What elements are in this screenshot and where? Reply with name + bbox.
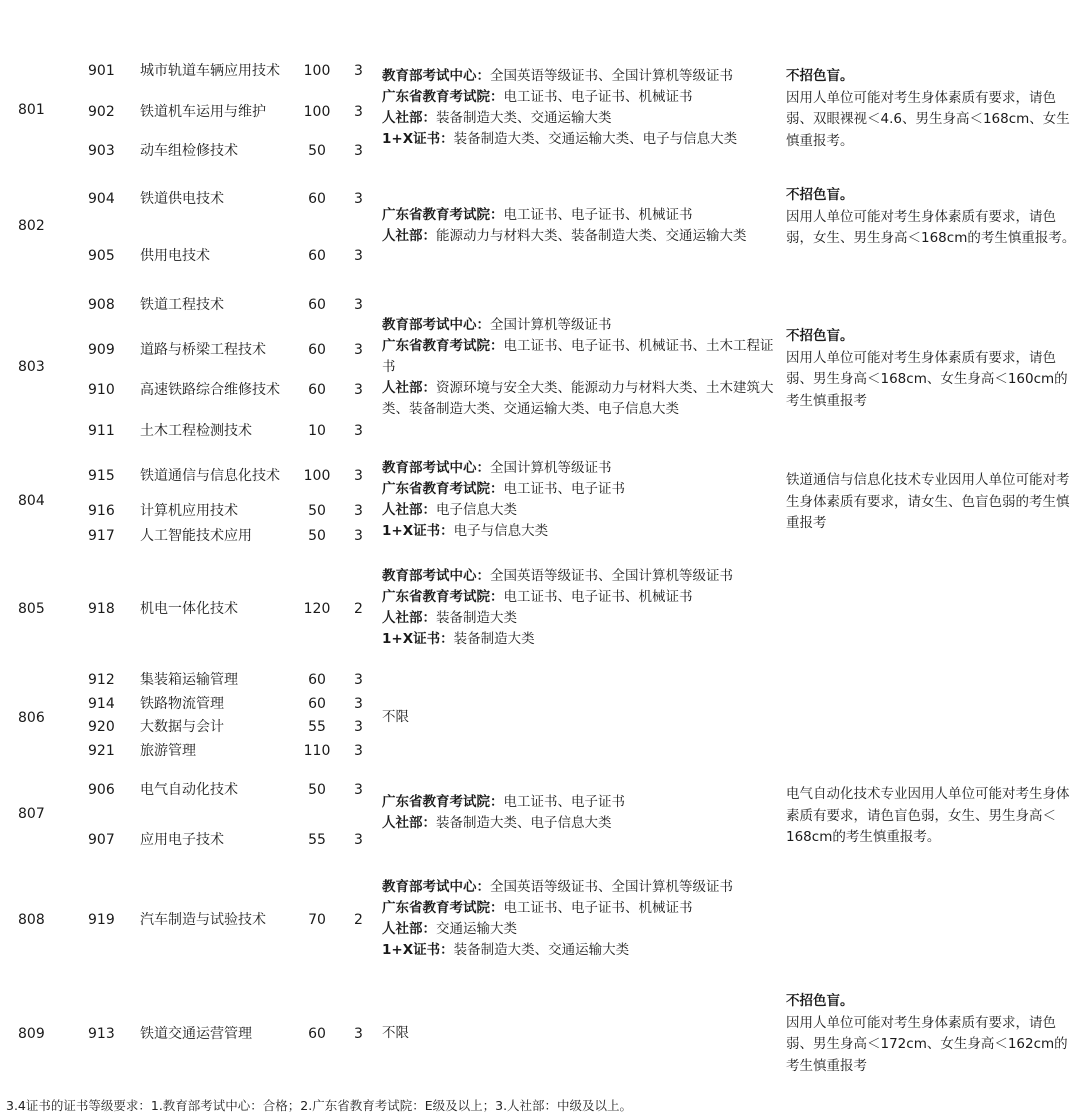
cert-org: 人社部： (382, 502, 436, 518)
cert-text: 装备制造大类、交通运输大类、电子与信息大类 (453, 131, 738, 147)
study-years: 3 (354, 503, 363, 519)
cert-org: 教育部考试中心： (382, 460, 490, 476)
major-name: 汽车制造与试验技术 (140, 912, 266, 928)
remarks (786, 326, 1076, 412)
major-name: 计算机应用技术 (140, 503, 238, 519)
major-name: 铁道机车运用与维护 (140, 104, 266, 120)
major-code: 920 (88, 719, 115, 735)
table-row (0, 671, 380, 689)
cert-text: 电工证书、电子证书、机械证书 (503, 900, 693, 916)
cert-text: 装备制造大类、交通运输大类 (453, 942, 630, 958)
major-code: 907 (88, 832, 115, 848)
major-code: 910 (88, 382, 115, 398)
enroll-count: 110 (303, 743, 331, 759)
major-code: 913 (88, 1026, 115, 1042)
cert-text: 全国英语等级证书、全国计算机等级证书 (490, 879, 733, 895)
major-code: 915 (88, 468, 115, 484)
cert-text: 全国英语等级证书、全国计算机等级证书 (490, 568, 733, 584)
enroll-count: 50 (308, 143, 326, 159)
group-code: 808 (18, 912, 45, 928)
study-years: 3 (354, 672, 363, 688)
group-code: 801 (18, 102, 45, 118)
cert-plain: 不限 (382, 1025, 409, 1041)
major-code: 914 (88, 696, 115, 712)
major-name: 机电一体化技术 (140, 601, 238, 617)
cert-org: 人社部： (382, 228, 436, 244)
cert-org: 人社部： (382, 610, 436, 626)
study-years: 3 (354, 1026, 363, 1042)
cert-org: 广东省教育考试院： (382, 338, 504, 354)
cert-org: 广东省教育考试院： (382, 481, 504, 497)
enroll-count: 50 (308, 782, 326, 798)
table-row (0, 911, 380, 929)
major-code: 906 (88, 782, 115, 798)
cert-org: 人社部： (382, 380, 436, 396)
study-years: 3 (354, 782, 363, 798)
cert-text: 能源动力与材料大类、装备制造大类、交通运输大类 (436, 228, 747, 244)
major-name: 道路与桥梁工程技术 (140, 342, 266, 358)
cert-text: 资源环境与安全大类、能源动力与材料大类、土木建筑大类、装备制造大类、交通运输大类、电子信息大类 (382, 380, 774, 417)
enroll-count: 60 (308, 191, 326, 207)
major-code: 904 (88, 191, 115, 207)
remark-text: 因用人单位可能对考生身体素质有要求，请色弱，女生、男生身高＜168cm的考生慎重报考。 (786, 208, 1076, 246)
major-name: 铁道供电技术 (140, 191, 224, 207)
major-code: 918 (88, 601, 115, 617)
table-row (0, 781, 380, 799)
cert-plain: 不限 (382, 709, 409, 725)
study-years: 3 (354, 63, 363, 79)
cert-text: 装备制造大类、交通运输大类 (436, 110, 612, 126)
group-code: 805 (18, 601, 45, 617)
cert-org: 人社部： (382, 815, 436, 831)
study-years: 3 (354, 696, 363, 712)
cert-org: 人社部： (382, 921, 436, 937)
group-code: 806 (18, 710, 45, 726)
study-years: 2 (354, 601, 363, 617)
group-code: 803 (18, 359, 45, 375)
cert-text: 电工证书、电子证书 (503, 481, 625, 497)
cert-text: 全国计算机等级证书 (490, 317, 612, 333)
major-name: 城市轨道车辆应用技术 (140, 63, 280, 79)
cert-org: 教育部考试中心： (382, 68, 490, 84)
major-name: 铁道工程技术 (140, 297, 224, 313)
cert-org: 人社部： (382, 110, 436, 126)
major-name: 旅游管理 (140, 743, 196, 759)
cert-text: 电工证书、电子证书、机械证书、土木工程证书 (382, 338, 774, 375)
major-name: 动车组检修技术 (140, 143, 238, 159)
cert-text: 电工证书、电子证书、机械证书 (503, 89, 693, 105)
cert-org: 1+X证书： (382, 942, 454, 958)
table-row (0, 718, 380, 736)
enroll-count: 55 (308, 719, 326, 735)
study-years: 3 (354, 468, 363, 484)
table-row (0, 527, 380, 545)
cert-org: 教育部考试中心： (382, 317, 490, 333)
remark-text: 因用人单位可能对考生身体素质有要求，请色弱、男生身高＜172cm、女生身高＜162cm的考生慎重报考 (786, 1014, 1068, 1074)
cert-org: 教育部考试中心： (382, 879, 490, 895)
study-years: 3 (354, 423, 363, 439)
study-years: 3 (354, 297, 363, 313)
major-name: 土木工程检测技术 (140, 423, 252, 439)
major-name: 铁道通信与信息化技术 (140, 468, 280, 484)
enroll-count: 100 (303, 63, 331, 79)
major-code: 912 (88, 672, 115, 688)
major-code: 909 (88, 342, 115, 358)
table-row (0, 695, 380, 713)
major-name: 铁道交通运营管理 (140, 1026, 252, 1042)
study-years: 3 (354, 832, 363, 848)
cert-text: 装备制造大类 (453, 631, 535, 647)
table-row (0, 296, 380, 314)
enroll-count: 60 (308, 342, 326, 358)
cert-requirements (382, 877, 774, 961)
table-row (0, 422, 380, 440)
enroll-count: 10 (308, 423, 326, 439)
major-code: 905 (88, 248, 115, 264)
cert-requirements (382, 205, 774, 247)
group-code: 807 (18, 806, 45, 822)
study-years: 3 (354, 382, 363, 398)
cert-org: 广东省教育考试院： (382, 589, 504, 605)
cert-text: 电子与信息大类 (453, 523, 549, 539)
enroll-count: 70 (308, 912, 326, 928)
major-name: 大数据与会计 (140, 719, 224, 735)
study-years: 3 (354, 248, 363, 264)
remark-bold: 不招色盲。 (786, 68, 854, 84)
group-code: 804 (18, 493, 45, 509)
table-row (0, 467, 380, 485)
table-row (0, 62, 380, 80)
table-row (0, 600, 380, 618)
study-years: 3 (354, 191, 363, 207)
study-years: 3 (354, 342, 363, 358)
cert-org: 1+X证书： (382, 523, 454, 539)
remarks (786, 66, 1076, 152)
remark-bold: 不招色盲。 (786, 187, 854, 203)
table-row (0, 341, 380, 359)
major-name: 电气自动化技术 (140, 782, 238, 798)
cert-text: 装备制造大类、电子信息大类 (436, 815, 612, 831)
study-years: 3 (354, 104, 363, 120)
remark-text: 铁道通信与信息化技术专业因用人单位可能对考生身体素质有要求，请女生、色盲色弱的考生慎重报考 (786, 472, 1070, 531)
major-name: 供用电技术 (140, 248, 210, 264)
enroll-count: 55 (308, 832, 326, 848)
table-row (0, 381, 380, 399)
cert-org: 教育部考试中心： (382, 568, 490, 584)
table-row (0, 502, 380, 520)
enroll-count: 60 (308, 672, 326, 688)
cert-text: 装备制造大类 (436, 610, 517, 626)
enroll-count: 100 (303, 468, 331, 484)
table-row (0, 142, 380, 160)
cert-org: 广东省教育考试院： (382, 89, 504, 105)
remarks (786, 991, 1076, 1077)
major-code: 901 (88, 63, 115, 79)
cert-requirements (382, 707, 774, 728)
cert-text: 电子信息大类 (436, 502, 517, 518)
remarks (786, 470, 1076, 535)
cert-org: 1+X证书： (382, 631, 454, 647)
remark-bold: 不招色盲。 (786, 328, 854, 344)
cert-text: 电工证书、电子证书、机械证书 (503, 589, 693, 605)
major-name: 高速铁路综合维修技术 (140, 382, 280, 398)
enroll-count: 60 (308, 248, 326, 264)
enroll-count: 60 (308, 696, 326, 712)
study-years: 3 (354, 743, 363, 759)
cert-text: 全国英语等级证书、全国计算机等级证书 (490, 68, 733, 84)
enroll-count: 60 (308, 297, 326, 313)
enroll-count: 50 (308, 528, 326, 544)
cert-text: 电工证书、电子证书、机械证书 (503, 207, 693, 223)
table-row (0, 831, 380, 849)
major-code: 908 (88, 297, 115, 313)
cert-requirements (382, 566, 774, 650)
cert-requirements (382, 315, 774, 420)
enroll-count: 60 (308, 1026, 326, 1042)
table-row (0, 742, 380, 760)
major-name: 人工智能技术应用 (140, 528, 252, 544)
enroll-count: 60 (308, 382, 326, 398)
remark-bold: 不招色盲。 (786, 993, 854, 1009)
footer-note: 3.4证书的证书等级要求：1.教育部考试中心：合格；2.广东省教育考试院：E级及以上；3.人社部：中级及以上。 (6, 1098, 633, 1113)
cert-org: 广东省教育考试院： (382, 794, 504, 810)
enroll-count: 100 (303, 104, 331, 120)
group-code: 809 (18, 1026, 45, 1042)
enroll-count: 50 (308, 503, 326, 519)
study-years: 3 (354, 528, 363, 544)
study-years: 3 (354, 143, 363, 159)
remarks (786, 784, 1076, 849)
cert-text: 全国计算机等级证书 (490, 460, 612, 476)
table-row (0, 103, 380, 121)
study-years: 2 (354, 912, 363, 928)
cert-text: 交通运输大类 (436, 921, 517, 937)
major-code: 911 (88, 423, 115, 439)
major-code: 902 (88, 104, 115, 120)
major-code: 921 (88, 743, 115, 759)
major-code: 903 (88, 143, 115, 159)
cert-org: 广东省教育考试院： (382, 900, 504, 916)
table-row (0, 247, 380, 265)
cert-requirements (382, 458, 774, 542)
cert-org: 广东省教育考试院： (382, 207, 504, 223)
major-code: 917 (88, 528, 115, 544)
study-years: 3 (354, 719, 363, 735)
group-code: 802 (18, 218, 45, 234)
cert-requirements (382, 792, 774, 834)
remark-text: 因用人单位可能对考生身体素质有要求，请色弱、双眼裸视＜4.6、男生身高＜168cm、女生慎重报考。 (786, 89, 1070, 149)
major-name: 铁路物流管理 (140, 696, 224, 712)
remark-text: 电气自动化技术专业因用人单位可能对考生身体素质有要求，请色盲色弱，女生、男生身高＜168cm的考生慎重报考。 (786, 786, 1070, 845)
major-name: 集装箱运输管理 (140, 672, 238, 688)
remarks (786, 185, 1076, 250)
enroll-count: 120 (303, 601, 331, 617)
cert-text: 电工证书、电子证书 (503, 794, 625, 810)
major-code: 919 (88, 912, 115, 928)
cert-requirements (382, 1023, 774, 1044)
table-row (0, 1025, 380, 1043)
major-name: 应用电子技术 (140, 832, 224, 848)
table-row (0, 190, 380, 208)
cert-requirements (382, 66, 774, 150)
cert-org: 1+X证书： (382, 131, 454, 147)
major-code: 916 (88, 503, 115, 519)
remark-text: 因用人单位可能对考生身体素质有要求，请色弱、男生身高＜168cm、女生身高＜160cm的考生慎重报考 (786, 349, 1068, 409)
